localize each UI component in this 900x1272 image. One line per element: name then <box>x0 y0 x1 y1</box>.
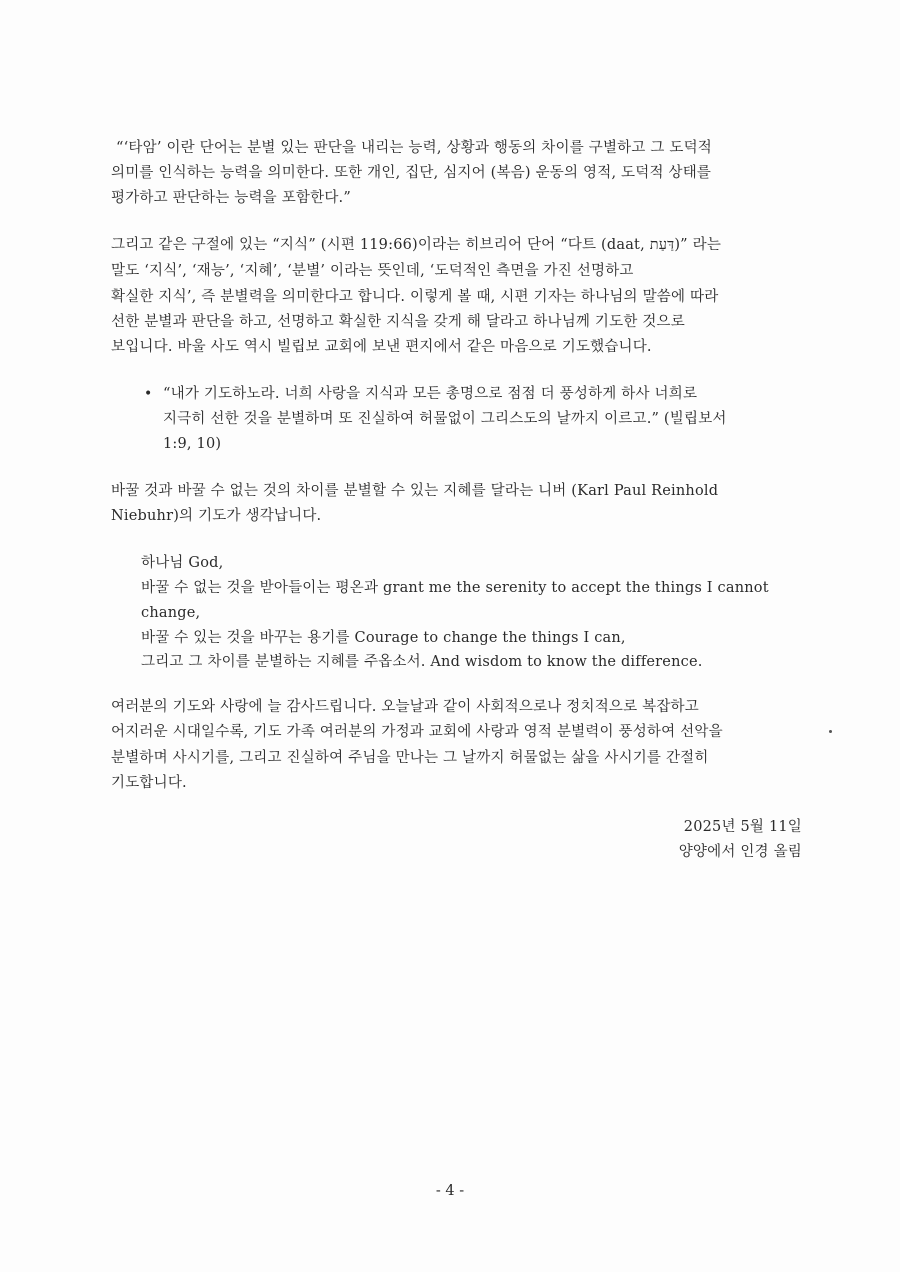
bullet-marker: • <box>144 386 153 402</box>
text-line: 어지러운 시대일수록, 기도 가족 여러분의 가정과 교회에 사랑과 영적 분별력이 풍성하여 선악을 <box>111 724 723 740</box>
page-number: - 4 - <box>435 1183 465 1199</box>
text-line: 선한 분별과 판단을 하고, 선명하고 확실한 지식을 갖게 해 달라고 하나님께 기도한 것으로 <box>111 314 685 330</box>
scan-speck <box>829 730 832 733</box>
text-line: 바꿀 수 없는 것을 받아들이는 평온과 grant me the serenity to accept the things I cannot <box>141 580 769 596</box>
letter-sender: 양양에서 인경 올림 <box>678 844 802 860</box>
text-line: “내가 기도하노라. 너희 사랑을 지식과 모든 총명으로 점점 더 풍성하게 하사 너희로 <box>163 386 698 402</box>
text-line: 지극히 선한 것을 분별하며 또 진실하여 허물없이 그리스도의 날까지 이르고.” (빌립보서 <box>163 411 727 427</box>
text-line: 기도합니다. <box>111 775 187 791</box>
text-line: 평가하고 판단하는 능력을 포함한다.” <box>111 190 351 206</box>
text-line: 여러분의 기도와 사랑에 늘 감사드립니다. 오늘날과 같이 사회적으로나 정치적으로 복잡하고 <box>111 699 699 715</box>
text-line: Niebuhr)의 기도가 생각납니다. <box>111 508 322 524</box>
text-line: 확실한 지식’, 즉 분별력을 의미한다고 합니다. 이렇게 볼 때, 시편 기자는 하나님의 말씀에 따라 <box>111 289 719 305</box>
text-line: change, <box>141 605 201 621</box>
text-line: 말도 ‘지식’, ‘재능’, ‘지혜’, ‘분별’ 이라는 뜻인데, ‘도덕적인 측면을 가진 선명하고 <box>111 263 634 279</box>
text-line: 분별하며 사시기를, 그리고 진실하여 주님을 만나는 그 날까지 허물없는 삶을 사시기를 간절히 <box>111 750 709 766</box>
text-line: 하나님 God, <box>141 555 224 571</box>
text-line: 바꿀 수 있는 것을 바꾸는 용기를 Courage to change the things I can, <box>141 630 626 646</box>
text-line: 그리고 같은 구절에 있는 “지식” (시편 119:66)이라는 히브리어 단어 “다트 (daat, דַּעַת)” 라는 <box>111 237 722 253</box>
text-line: 그리고 그 차이를 분별하는 지혜를 주옵소서. And wisdom to know the difference. <box>141 654 703 670</box>
text-line: “‘타암’ 이란 단어는 분별 있는 판단을 내리는 능력, 상황과 행동의 차이를 구별하고 그 도덕적 <box>116 140 713 156</box>
text-line: 보입니다. 바울 사도 역시 빌립보 교회에 보낸 편지에서 같은 마음으로 기도했습니다. <box>111 339 652 355</box>
letter-date: 2025년 5월 11일 <box>683 819 802 835</box>
text-line: 의미를 인식하는 능력을 의미한다. 또한 개인, 집단, 심지어 (복음) 운동의 영적, 도덕적 상태를 <box>111 165 712 181</box>
text-line: 바꿀 것과 바꿀 수 없는 것의 차이를 분별할 수 있는 지혜를 달라는 니버 (Karl Paul Reinhold <box>111 483 719 499</box>
text-line: 1:9, 10) <box>163 436 222 452</box>
